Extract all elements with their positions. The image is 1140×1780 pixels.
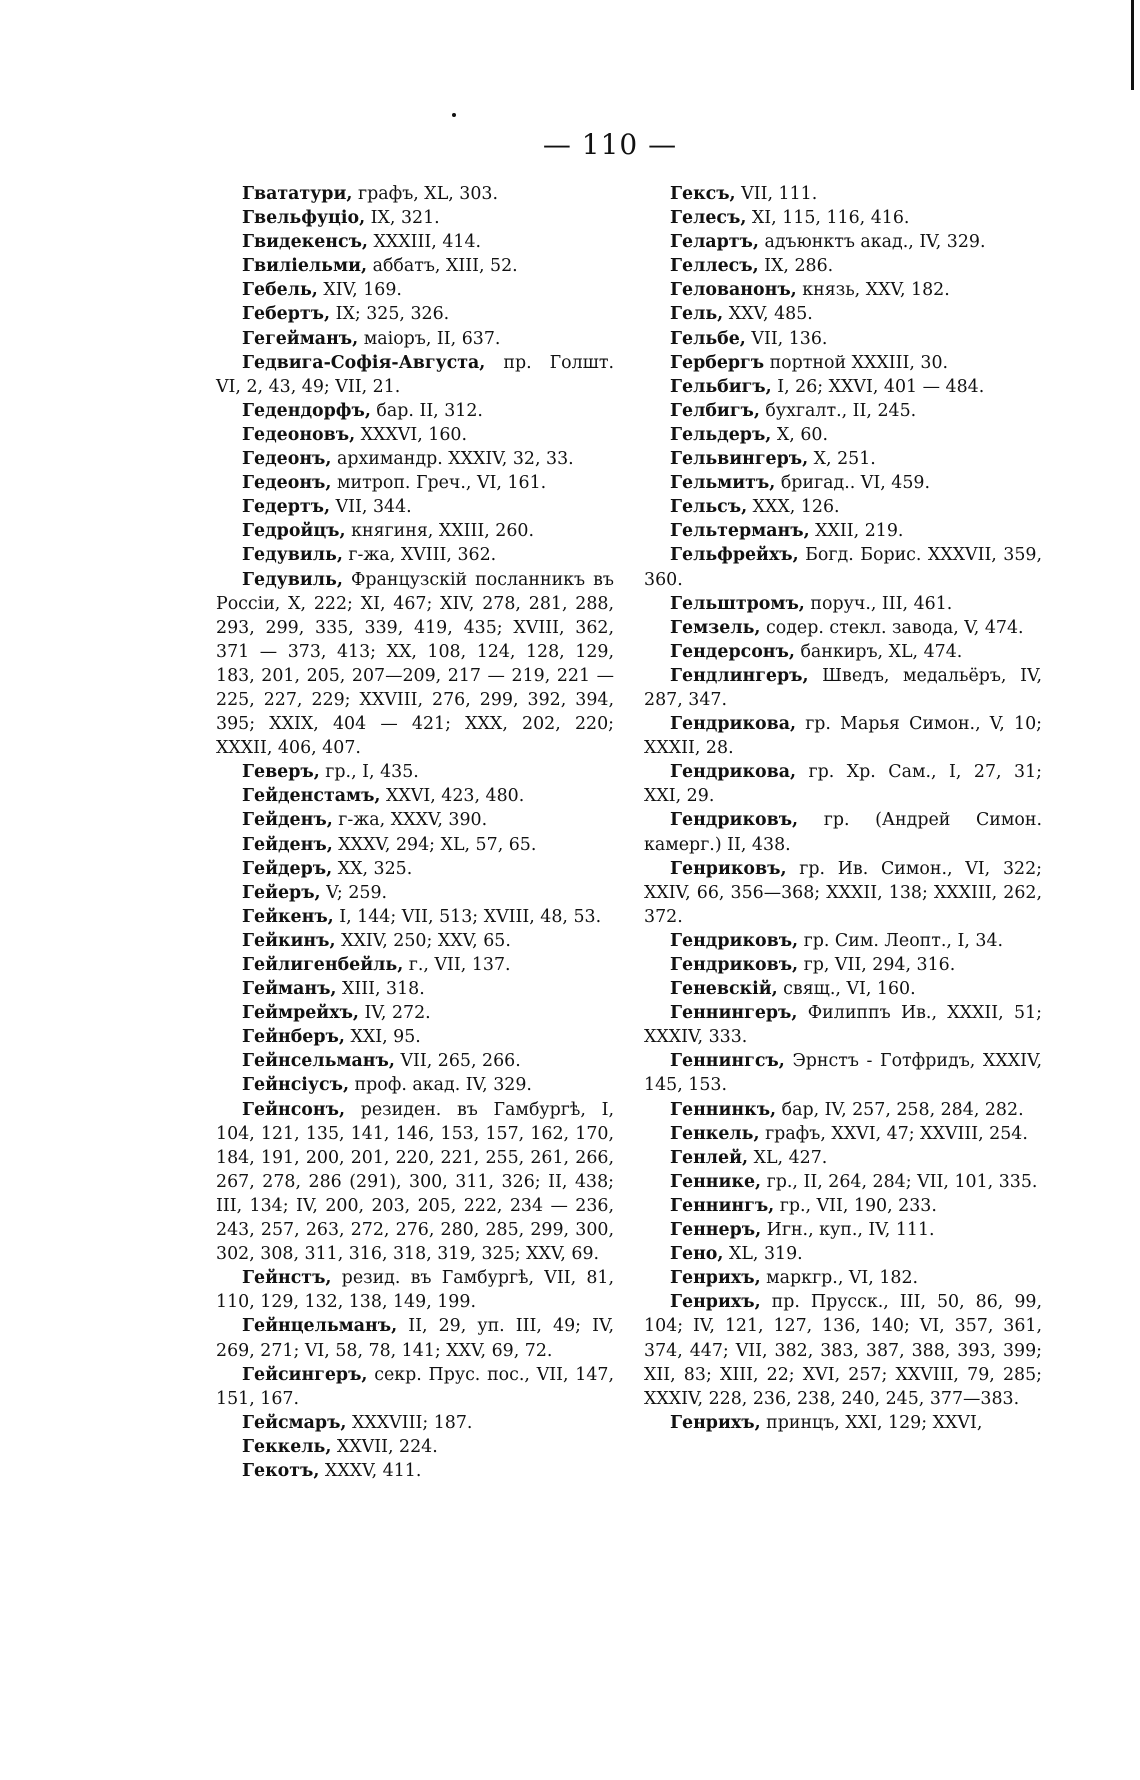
entry-name: Генрихъ, — [670, 1292, 761, 1313]
entry-name: Гедеонъ, — [242, 449, 332, 470]
entry-name: Геннингеръ, — [670, 1003, 798, 1024]
entry-references: I, 26; XXVI, 401 — 484. — [771, 376, 985, 397]
entry-name: Гедувиль, — [242, 569, 343, 590]
entry-references: портной XXXIII, 30. — [764, 352, 949, 373]
entry-references: XXVI, 423, 480. — [380, 786, 525, 807]
entry-references: XIII, 318. — [336, 979, 425, 1000]
entry-name: Гедувиль, — [242, 545, 343, 566]
entry-references: бар, IV, 257, 258, 284, 282. — [776, 1099, 1024, 1120]
entry-name: Генрихъ, — [670, 1412, 761, 1433]
entry-name: Гегейманъ, — [242, 328, 359, 349]
entry-name: Гемзель, — [670, 617, 761, 638]
entry-name: Гейнсіусъ, — [242, 1075, 350, 1096]
entry-references: XX, 325. — [332, 858, 413, 879]
entry-name: Гейденстамъ, — [242, 786, 381, 807]
index-entry — [644, 977, 1042, 1001]
entry-name: Гельвингеръ, — [670, 449, 809, 470]
entry-references: VII, 111. — [735, 184, 818, 204]
entry-name: Гельфрейхъ, — [670, 545, 799, 566]
index-entry — [216, 857, 614, 881]
entry-references: принцъ, XXI, 129; XXVI, — [760, 1412, 983, 1433]
entry-references: гр. Сим. Леопт., I, 34. — [798, 930, 1004, 951]
index-entry — [216, 568, 614, 761]
entry-name: Геккель, — [242, 1436, 332, 1457]
entry-name: Геймрейхъ, — [242, 1003, 359, 1024]
index-entry — [216, 784, 614, 808]
entry-references: архимандр. XXXIV, 32, 33. — [331, 449, 574, 470]
index-entry — [644, 206, 1042, 230]
entry-name: Гено, — [670, 1244, 724, 1265]
index-entry — [644, 760, 1042, 808]
ink-dot — [452, 113, 456, 117]
entry-name: Гейдеръ, — [242, 858, 333, 879]
entry-name: Гедендорфъ, — [242, 400, 371, 421]
entry-references: XXXV, 294; XL, 57, 65. — [332, 834, 537, 855]
entry-name: Геннингъ, — [670, 1195, 775, 1216]
entry-name: Гербергъ — [670, 352, 765, 373]
entry-references: митроп. Греч., VI, 161. — [331, 473, 547, 494]
entry-references: XXXVIII; 187. — [346, 1412, 473, 1433]
entry-references: маркгр., VI, 182. — [760, 1268, 919, 1289]
entry-references: аббатъ, XIII, 52. — [367, 256, 518, 277]
entry-references: IV, 272. — [358, 1003, 431, 1024]
entry-name: Гелованонъ, — [670, 280, 797, 301]
index-entry — [644, 399, 1042, 423]
entry-references: гр., VII, 190, 233. — [774, 1195, 937, 1216]
index-entry — [644, 1411, 1042, 1435]
entry-name: Гвиліельми, — [242, 256, 368, 277]
index-entry — [644, 953, 1042, 977]
entry-name: Генриковъ, — [670, 858, 787, 879]
entry-name: Гейнстъ, — [242, 1268, 332, 1289]
index-entry — [644, 712, 1042, 760]
entry-name: Гельштромъ, — [670, 593, 805, 614]
entry-name: Гвельфуціо, — [242, 208, 366, 229]
index-entry — [216, 1314, 614, 1362]
entry-references: графъ, XL, 303. — [352, 184, 499, 204]
index-entry — [644, 302, 1042, 326]
index-entry — [644, 1098, 1042, 1122]
index-entry — [644, 1266, 1042, 1290]
entry-references: Эрнстъ - Готфридъ, XXXIV, 145, 153. — [644, 1051, 1042, 1096]
entry-references: свящ., VI, 160. — [777, 979, 916, 1000]
index-entry — [216, 423, 614, 447]
entry-name: Гельбигъ, — [670, 376, 772, 397]
index-entry — [644, 447, 1042, 471]
index-entry — [216, 1098, 614, 1267]
index-entry — [644, 543, 1042, 591]
index-entry — [644, 351, 1042, 375]
index-entry — [644, 1146, 1042, 1170]
entry-name: Гендрикова, — [670, 762, 797, 783]
index-entry — [644, 640, 1042, 664]
index-entry — [216, 1266, 614, 1314]
index-entry — [644, 1170, 1042, 1194]
entry-references: княгиня, XXIII, 260. — [345, 521, 535, 542]
entry-references: гр. (Андрей Симон. камерг.) II, 438. — [644, 810, 1042, 855]
index-entry — [216, 302, 614, 326]
entry-references: поруч., III, 461. — [804, 593, 953, 614]
index-entry — [216, 471, 614, 495]
entry-name: Гедвига-Софія-Августа, — [242, 352, 486, 373]
entry-name: Гендлингеръ, — [670, 665, 809, 686]
entry-name: Гедеонъ, — [242, 473, 332, 494]
entry-references: гр. Хр. Сам., I, 27, 31; XXI, 29. — [644, 762, 1042, 807]
index-entry — [216, 833, 614, 857]
entry-name: Гейкинъ, — [242, 930, 336, 951]
entry-name: Гейсмаръ, — [242, 1412, 347, 1433]
index-entry — [216, 760, 614, 784]
entry-references: IX, 321. — [365, 208, 440, 229]
entry-name: Гексъ, — [670, 184, 736, 204]
entry-references: XL, 427. — [748, 1147, 828, 1168]
index-entry — [216, 1435, 614, 1459]
index-entry — [216, 278, 614, 302]
index-entry — [644, 278, 1042, 302]
entry-name: Гебель, — [242, 280, 318, 301]
entry-name: Гейнсонъ, — [242, 1099, 346, 1120]
entry-name: Гедертъ, — [242, 497, 331, 518]
entry-name: Геллесъ, — [670, 256, 759, 277]
index-entry — [644, 1218, 1042, 1242]
index-entry — [216, 543, 614, 567]
index-entry — [216, 519, 614, 543]
index-entry — [644, 375, 1042, 399]
index-entry — [216, 881, 614, 905]
entry-name: Гелбигъ, — [670, 400, 760, 421]
entry-references: резид. въ Гамбургѣ, VII, 81, 110, 129, 132, 138, 149, 199. — [216, 1268, 614, 1313]
entry-references: Шведъ, медальёръ, IV, 287, 347. — [644, 665, 1042, 710]
index-entry — [216, 447, 614, 471]
right-column — [644, 182, 1042, 1435]
index-entry — [644, 1290, 1042, 1410]
index-entry — [644, 495, 1042, 519]
entry-references: I, 144; VII, 513; XVIII, 48, 53. — [333, 906, 602, 927]
index-entry — [216, 327, 614, 351]
entry-references: гр, VII, 294, 316. — [798, 955, 956, 975]
entry-name: Гейнцельманъ, — [242, 1316, 398, 1337]
index-entry — [216, 1363, 614, 1411]
index-entry — [644, 929, 1042, 953]
index-entry — [216, 351, 614, 399]
index-entry — [644, 857, 1042, 929]
entry-name: Генлей, — [670, 1147, 749, 1168]
entry-name: Генрихъ, — [670, 1268, 761, 1289]
index-entry — [644, 230, 1042, 254]
entry-name: Гекотъ, — [242, 1460, 320, 1481]
entry-references: VII, 344. — [330, 497, 412, 518]
entry-name: Гельсъ, — [670, 497, 748, 518]
entry-name: Геннинкъ, — [670, 1099, 777, 1120]
entry-references: X, 60. — [771, 424, 828, 445]
entry-name: Гендриковъ, — [670, 810, 799, 831]
entry-name: Геверъ, — [242, 762, 320, 783]
entry-name: Гельтерманъ, — [670, 521, 810, 542]
entry-references: VII, 265, 266. — [394, 1051, 521, 1072]
entry-name: Гендриковъ, — [670, 930, 799, 951]
entry-references: II, 29, уп. III, 49; IV, 269, 271; VI, 58, 78, 141; XXV, 69, 72. — [216, 1316, 614, 1361]
entry-references: гр. Марья Симон., V, 10; XXXII, 28. — [644, 714, 1042, 759]
entry-name: Гельмитъ, — [670, 473, 776, 494]
entry-references: маіоръ, II, 637. — [358, 328, 501, 349]
entry-references: XXXIII, 414. — [367, 232, 482, 253]
entry-name: Гедеоновъ, — [242, 424, 356, 445]
entry-references: X, 251. — [808, 449, 876, 470]
index-entry — [644, 254, 1042, 278]
index-entry — [216, 1001, 614, 1025]
entry-references: пр. Прусск., III, 50, 86, 99, 104; IV, 121, 127, 136, 140; VI, 357, 361, 374, 447; VII, 382, 383, 387, 388, 393, 399; XII, 83; XIII, 22; XVI, 257; XXVIII, 79, 285; XXXIV, 228, 236, 238, 240, 245, 377—383. — [644, 1292, 1042, 1409]
entry-references: бухгалт., II, 245. — [759, 400, 917, 421]
entry-references: V; 259. — [320, 882, 388, 903]
index-entry — [216, 929, 614, 953]
index-entry — [644, 327, 1042, 351]
index-entry — [216, 182, 614, 206]
index-entry — [644, 664, 1042, 712]
entry-references: IX; 325, 326. — [330, 304, 450, 325]
entry-name: Гендрикова, — [670, 714, 797, 735]
entry-references: XXV, 485. — [723, 304, 813, 325]
entry-references: XL, 319. — [723, 1244, 803, 1265]
entry-name: Гендриковъ, — [670, 955, 799, 975]
entry-references: XXXVI, 160. — [355, 424, 468, 445]
entry-name: Геневскій, — [670, 979, 778, 1000]
index-entry — [644, 1122, 1042, 1146]
entry-references: XXVII, 224. — [331, 1436, 438, 1457]
entry-name: Гейманъ, — [242, 979, 337, 1000]
entry-name: Гейкенъ, — [242, 906, 334, 927]
entry-references: содер. стекл. завода, V, 474. — [760, 617, 1024, 638]
page-number: — 110 — — [542, 128, 678, 161]
entry-name: Гейеръ, — [242, 882, 321, 903]
index-entry — [644, 592, 1042, 616]
entry-name: Гейденъ, — [242, 834, 333, 855]
index-entry — [644, 519, 1042, 543]
entry-name: Гелесъ, — [670, 208, 747, 229]
entry-references: секр. Прус. пос., VII, 147, 151, 167. — [216, 1364, 614, 1409]
entry-name: Гейнберъ, — [242, 1027, 345, 1048]
entry-references: г-жа, XVIII, 362. — [342, 545, 497, 566]
index-entry — [216, 254, 614, 278]
entry-references: XXII, 219. — [809, 521, 904, 542]
entry-references: IX, 286. — [758, 256, 834, 277]
index-entry — [216, 1459, 614, 1483]
entry-references: бар. II, 312. — [370, 400, 483, 421]
entry-references: князь, XXV, 182. — [796, 280, 950, 301]
entry-name: Гвататури, — [242, 184, 353, 204]
entry-name: Гейнсельманъ, — [242, 1051, 395, 1072]
index-entry — [644, 616, 1042, 640]
entry-references: пр. Голшт. VI, 2, 43, 49; VII, 21. — [216, 352, 614, 397]
index-entry — [216, 230, 614, 254]
entry-name: Генкель, — [670, 1123, 760, 1144]
index-entry — [644, 471, 1042, 495]
index-entry — [644, 1194, 1042, 1218]
entry-references: Филиппъ Ив., XXXII, 51; XXXIV, 333. — [644, 1003, 1042, 1048]
index-entry — [216, 977, 614, 1001]
index-entry — [644, 1242, 1042, 1266]
entry-references: гр. Ив. Симон., VI, 322; XXIV, 66, 356—368; XXXII, 138; XXXIII, 262, 372. — [644, 858, 1042, 927]
index-entry — [644, 1001, 1042, 1049]
entry-references: банкиръ, XL, 474. — [794, 641, 963, 662]
entry-name: Гельдеръ, — [670, 424, 772, 445]
entry-references: XIV, 169. — [317, 280, 402, 301]
entry-name: Гвидекенсъ, — [242, 232, 368, 253]
entry-references: XXX, 126. — [747, 497, 840, 518]
entry-name: Гейденъ, — [242, 810, 333, 831]
entry-references: графъ, XXVI, 47; XXVIII, 254. — [759, 1123, 1028, 1144]
entry-name: Гелартъ, — [670, 232, 759, 253]
entry-name: Гейлигенбейль, — [242, 955, 404, 975]
entry-name: Гейсингеръ, — [242, 1364, 368, 1385]
entry-name: Гельбе, — [670, 328, 746, 349]
index-entry — [644, 182, 1042, 206]
entry-name: Генникe, — [670, 1171, 762, 1192]
index-entry — [216, 495, 614, 519]
index-entry — [644, 423, 1042, 447]
index-entry — [216, 953, 614, 977]
entry-references: адъюнктъ акад., IV, 329. — [758, 232, 986, 253]
index-entry — [216, 206, 614, 230]
page-edge-rule — [1131, 0, 1134, 90]
entry-name: Гендерсонъ, — [670, 641, 795, 662]
entry-references: VII, 136. — [745, 328, 828, 349]
index-entry — [216, 905, 614, 929]
entry-name: Геннингсъ, — [670, 1051, 785, 1072]
index-entry — [216, 1073, 614, 1097]
left-column — [216, 182, 614, 1483]
entry-references: гр., II, 264, 284; VII, 101, 335. — [761, 1171, 1038, 1192]
entry-name: Гедройцъ, — [242, 521, 346, 542]
index-entry — [216, 1049, 614, 1073]
entry-references: XI, 115, 116, 416. — [746, 208, 910, 229]
entry-references: XXIV, 250; XXV, 65. — [335, 930, 511, 951]
entry-references: проф. акад. IV, 329. — [349, 1075, 532, 1096]
entry-references: г., VII, 137. — [403, 955, 511, 975]
entry-references: Французскій посланникъ въ Россіи, X, 222; XI, 467; XIV, 278, 281, 288, 293, 299, 335, 339, 419, 435; XVIII, 362, 371 — 373, 413; XX, 108, 124, 128, 129, 183, 201, 205, 207—209, 217 — 219, 221 — 225, 227, 229; XXVIII, 276, 299, 392, 394, 395; XXIX, 404 — 421; XXX, 202, 220; XXXII, 406, 407. — [216, 569, 614, 759]
entry-references: г-жа, XXXV, 390. — [332, 810, 488, 831]
index-entry — [644, 1049, 1042, 1097]
index-entry — [216, 1025, 614, 1049]
entry-name: Геннеръ, — [670, 1220, 762, 1241]
entry-references: резиден. въ Гамбургѣ, I, 104, 121, 135, 141, 146, 153, 157, 162, 170, 184, 191, 200, 201, 220, 221, 255, 261, 266, 267, 278, 286 (291), 300, 311, 326; II, 438; III, 134; IV, 200, 203, 205, 222, 234 — 236, 243, 257, 263, 272, 276, 280, 285, 299, 300, 302, 308, 311, 316, 318, 319, 325; XXV, 69. — [216, 1099, 614, 1265]
entry-references: Богд. Борис. XXXVII, 359, 360. — [644, 545, 1042, 590]
index-entry — [216, 1411, 614, 1435]
entry-name: Гель, — [670, 304, 724, 325]
index-entry — [216, 399, 614, 423]
entry-references: Игн., куп., IV, 111. — [761, 1220, 935, 1241]
entry-references: бригад.. VI, 459. — [775, 473, 931, 494]
entry-references: XXXV, 411. — [319, 1460, 422, 1481]
entry-name: Гебертъ, — [242, 304, 331, 325]
entry-references: гр., I, 435. — [319, 762, 419, 783]
index-entry — [216, 808, 614, 832]
entry-references: XXI, 95. — [344, 1027, 421, 1048]
index-entry — [644, 808, 1042, 856]
